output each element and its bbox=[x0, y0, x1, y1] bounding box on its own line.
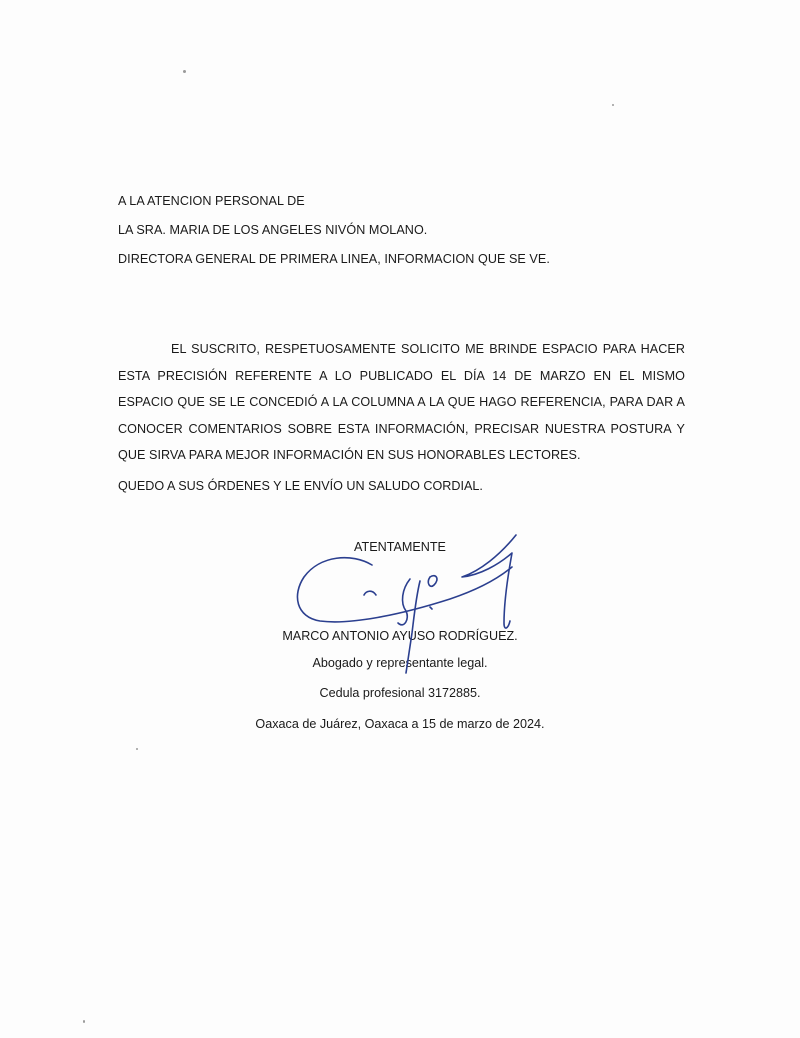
place-date: Oaxaca de Juárez, Oaxaca a 15 de marzo de 2024. bbox=[255, 717, 545, 731]
handwritten-signature bbox=[290, 525, 530, 685]
signer-role: Abogado y representante legal. bbox=[312, 656, 488, 670]
scan-speck bbox=[612, 104, 614, 106]
recipient-title-line: DIRECTORA GENERAL DE PRIMERA LINEA, INFORMACION QUE SE VE. bbox=[118, 252, 550, 266]
salutation: ATENTAMENTE bbox=[354, 540, 446, 554]
scan-speck bbox=[83, 1020, 85, 1023]
scan-speck bbox=[136, 748, 138, 750]
recipient-attention-line: A LA ATENCION PERSONAL DE bbox=[118, 194, 305, 208]
body-paragraph: EL SUSCRITO, RESPETUOSAMENTE SOLICITO ME BRINDE ESPACIO PARA HACER ESTA PRECISIÓN REFERENTE A LO PUBLICADO EL DÍA 14 DE MARZO EN EL MISMO ESPACIO QUE SE LE CONCEDIÓ A LA COLUMNA A LA QUE HAGO REFERENCIA, PARA DAR A CONOCER COMENTARIOS SOBRE ESTA INFORMACIÓN, PRECISAR NUESTRA POSTURA Y QUE SIRVA PARA MEJOR INFORMACIÓN EN SUS HONORABLES LECTORES. bbox=[118, 342, 685, 462]
closing-line: QUEDO A SUS ÓRDENES Y LE ENVÍO UN SALUDO CORDIAL. bbox=[118, 479, 483, 493]
recipient-block bbox=[118, 193, 550, 280]
scan-speck bbox=[183, 70, 186, 73]
recipient-name-line: LA SRA. MARIA DE LOS ANGELES NIVÓN MOLANO. bbox=[118, 223, 428, 237]
signer-name: MARCO ANTONIO AYUSO RODRÍGUEZ. bbox=[282, 629, 518, 643]
signer-license: Cedula profesional 3172885. bbox=[319, 686, 481, 700]
